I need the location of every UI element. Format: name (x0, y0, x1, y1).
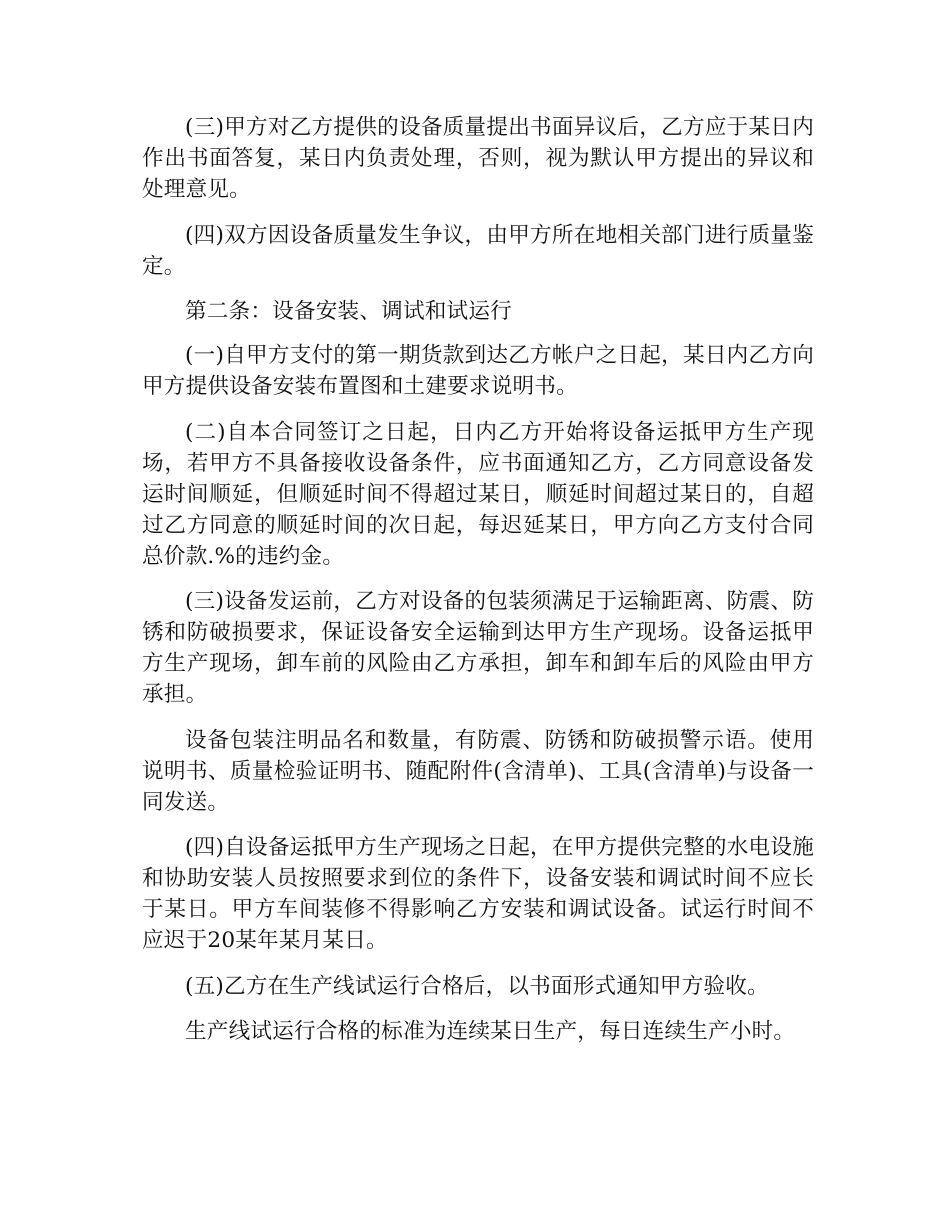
clause-paragraph: (四)双方因设备质量发生争议，由甲方所在地相关部门进行质量鉴定。 (142, 222, 814, 279)
article-heading: 第二条：设备安装、调试和试运行 (185, 299, 512, 324)
clause-paragraph: (二)自本合同签订之日起，日内乙方开始将设备运抵甲方生产现场，若甲方不具备接收设备条件，应书面通知乙方，乙方同意设备发运时间顺延，但顺延时间不得超过某日，顺延时间超过某日的，自超过乙方同意的顺延时间的次日起，每迟延某日，甲方向乙方支付合同总价款.%的违约金。 (142, 419, 814, 569)
document-page (142, 112, 814, 1062)
clause-paragraph: 设备包装注明品名和数量，有防震、防锈和防破损警示语。使用说明书、质量检验证明书、随配附件(含清单)、工具(含清单)与设备一同发送。 (142, 727, 814, 815)
clause-paragraph: (四)自设备运抵甲方生产现场之日起，在甲方提供完整的水电设施和协助安装人员按照要求到位的条件下，设备安装和调试时间不应长于某日。甲方车间装修不得影响乙方安装和调试设备。试运行时间不应迟于20某年某月某日。 (142, 835, 814, 953)
clause-paragraph: 生产线试运行合格的标准为连续某日生产，每日连续生产小时。 (185, 1019, 796, 1044)
clause-paragraph: (三)设备发运前，乙方对设备的包装须满足于运输距离、防震、防锈和防破损要求，保证设备安全运输到达甲方生产现场。设备运抵甲方生产现场，卸车前的风险由乙方承担，卸车和卸车后的风险由甲方承担。 (142, 589, 814, 707)
clause-paragraph: (五)乙方在生产线试运行合格后，以书面形式通知甲方验收。 (185, 973, 769, 999)
clause-paragraph: (三)甲方对乙方提供的设备质量提出书面异议后，乙方应于某日内作出书面答复，某日内负责处理，否则，视为默认甲方提出的异议和处理意见。 (142, 115, 814, 202)
clause-paragraph: (一)自甲方支付的第一期货款到达乙方帐户之日起，某日内乙方向甲方提供设备安装布置图和土建要求说明书。 (142, 343, 814, 399)
